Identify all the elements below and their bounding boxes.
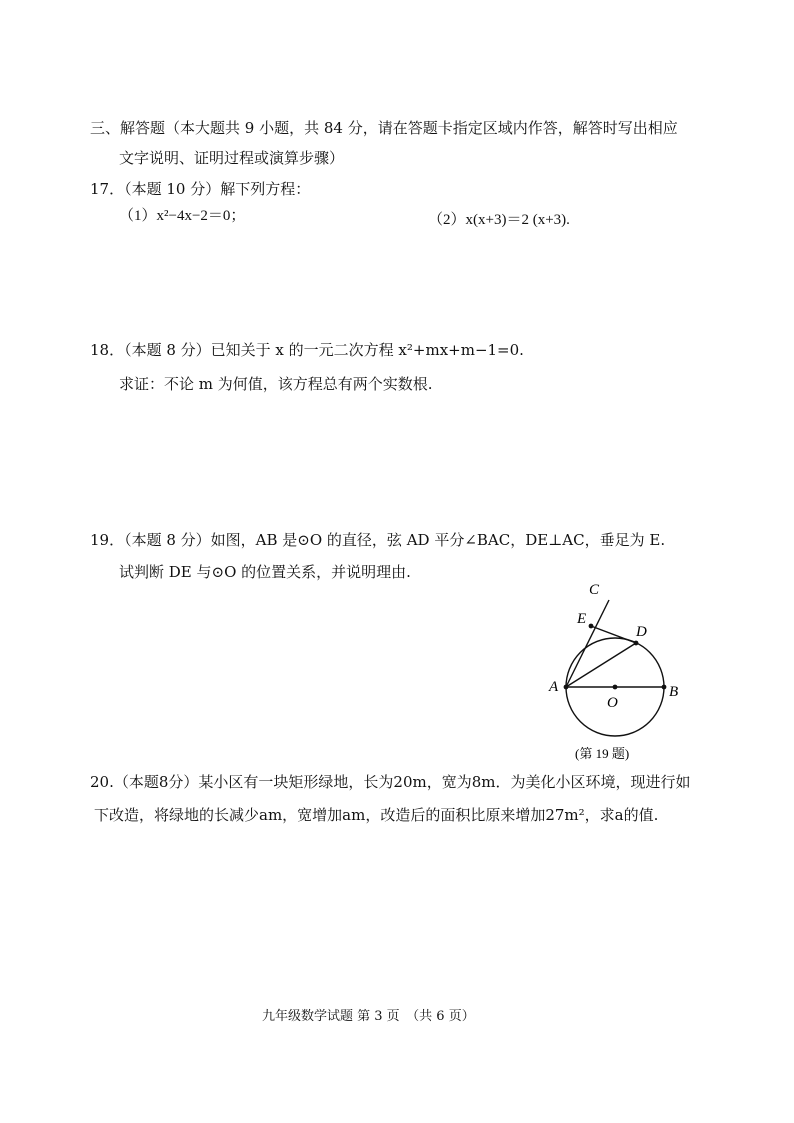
- q17-part2: （2）x(x+3)＝2 (x+3).: [428, 212, 570, 228]
- point-a-dot: [564, 685, 569, 690]
- q19-line1: 19．（本题 8 分）如图，AB 是⊙O 的直径，弦 AD 平分∠BAC，DE⊥AC，垂足为 E.: [90, 531, 666, 549]
- label-e: E: [577, 611, 587, 627]
- q17-heading: 17．（本题 10 分）解下列方程：: [90, 180, 311, 198]
- label-o: O: [607, 695, 618, 711]
- section-heading-line2: 文字说明、证明过程或演算步骤）: [119, 149, 345, 167]
- section-heading-line1: 三、解答题（本大题共 9 小题，共 84 分，请在答题卡指定区域内作答，解答时写出相应: [90, 119, 678, 137]
- label-a: A: [549, 679, 559, 695]
- point-d-dot: [634, 641, 639, 646]
- q20-line2: 下改造，将绿地的长减少am，宽增加am，改造后的面积比原来增加27m²，求a的值.: [94, 806, 659, 824]
- point-o-dot: [613, 685, 618, 690]
- label-b: B: [669, 684, 679, 700]
- page-footer: 九年级数学试题 第 3 页 （共 6 页）: [262, 1009, 475, 1024]
- point-e-dot: [589, 624, 594, 629]
- figure-caption: (第 19 题): [575, 746, 630, 761]
- q18-line2: 求证：不论 m 为何值，该方程总有两个实数根.: [119, 375, 433, 393]
- q18-line1: 18．（本题 8 分）已知关于 x 的一元二次方程 x²+mx+m−1=0.: [90, 341, 524, 359]
- q20-line1: 20.（本题8分）某小区有一块矩形绿地，长为20m，宽为8m．为美化小区环境，现进行如: [90, 773, 691, 791]
- circle-figure: [530, 570, 700, 770]
- label-c: C: [589, 582, 600, 598]
- label-d: D: [636, 624, 647, 640]
- q17-part1: （1）x²−4x−2＝0；: [119, 208, 246, 224]
- q19-line2: 试判断 DE 与⊙O 的位置关系，并说明理由.: [119, 563, 411, 581]
- point-b-dot: [662, 685, 667, 690]
